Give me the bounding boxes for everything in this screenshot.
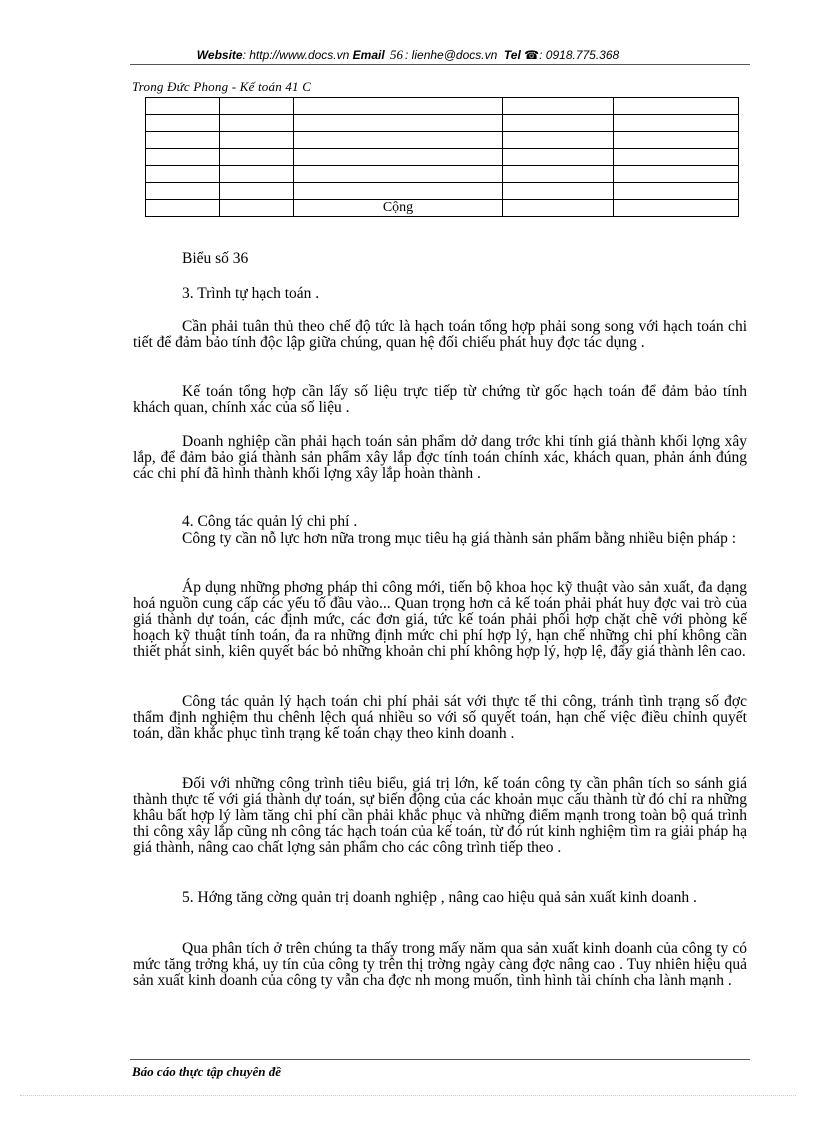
- table-cell: [294, 166, 503, 183]
- paragraph-5: Áp dụng những phơng pháp thi công mới, tiến bộ khoa học kỹ thuật vào sản xuất, đa dạng hoá nguồn cung cấp các yếu tố đầu vào... Quan trọng hơn cả kế toán phải phát huy đợc vai trò của giá thành dự toán, các định mức, các đơn giá, tức kế toán phải phối hợp chặt chẽ với phòng kế hoạch kỹ thuật tính toán, đa ra những định mức chi phí hợp lý, hạn chế những chi phí không cần thiết phát sinh, kiên quyết bác bỏ những khoản chi phí không hợp lý, hợp lệ, đẩy giá thành lên cao.: [133, 579, 747, 660]
- phone-icon: ☎: [524, 48, 540, 62]
- table-cell: [294, 132, 503, 149]
- section-4-heading: 4. Công tác quản lý chi phí .: [182, 513, 358, 530]
- table-cell: [294, 115, 503, 132]
- table-cell: [294, 98, 503, 115]
- table-cell: [614, 183, 739, 200]
- paragraph-6: Công tác quản lý hạch toán chi phí phải sát với thực tế thi công, tránh tình trạng số đợc thẩm định nghiệm thu chênh lệch quá nhiều so với số quyết toán, hạn chế việc điều chỉnh quyết toán, dần khắc phục tình trạng kế toán chạy theo kinh doanh .: [133, 693, 747, 742]
- header-rule: [130, 64, 750, 65]
- site-header: [0, 47, 816, 63]
- table-cell: [614, 200, 739, 217]
- table-cell: [146, 115, 220, 132]
- table-row: [146, 115, 739, 132]
- table-cell: [146, 166, 220, 183]
- tel-value: : 0918.775.368: [539, 48, 620, 62]
- table-cell: [614, 132, 739, 149]
- table-cell: [614, 115, 739, 132]
- table-row: [146, 98, 739, 115]
- section-5-heading: 5. Hớng tăng cờng quản trị doanh nghiệp , nâng cao hiệu quả sản xuất kinh doanh .: [182, 889, 697, 906]
- paragraph-1: Cần phải tuân thủ theo chế độ tức là hạch toán tổng hợp phải song song với hạch toán chi tiết để đảm bảo tính độc lập giữa chúng, quan hệ đối chiếu phát huy đợc tác dụng .: [133, 318, 747, 351]
- ledger-table-body: [146, 98, 739, 217]
- page-number: 56: [390, 47, 404, 62]
- table-cell: [614, 98, 739, 115]
- page-break-line: [20, 1095, 796, 1096]
- email-label: Email: [352, 48, 385, 62]
- ledger-table: [145, 97, 739, 217]
- table-cell: [503, 115, 614, 132]
- table-cell: [146, 98, 220, 115]
- table-row: [146, 132, 739, 149]
- table-cell: [220, 166, 294, 183]
- table-cell: [294, 149, 503, 166]
- table-row: [146, 166, 739, 183]
- table-row: [146, 200, 739, 217]
- section-3-heading: 3. Trình tự hạch toán .: [182, 285, 320, 302]
- paragraph-2: Kế toán tổng hợp cần lấy số liệu trực tiếp từ chứng từ gốc hạch toán để đảm bảo tính khách quan, chính xác của số liệu .: [133, 383, 747, 416]
- table-cell: [503, 149, 614, 166]
- table-cell: Cộng: [294, 200, 503, 217]
- table-cell: [503, 132, 614, 149]
- email-value[interactable]: : lienhe@docs.vn: [405, 48, 498, 62]
- author-line: Trong Đức Phong - Kế toán 41 C: [132, 79, 312, 94]
- table-cell: [220, 200, 294, 217]
- website-label: Website: [196, 48, 243, 62]
- table-cell: [503, 166, 614, 183]
- table-cell: [503, 183, 614, 200]
- table-cell: [294, 183, 503, 200]
- footer-title: Báo cáo thực tập chuyên đề: [132, 1064, 281, 1079]
- tel-label: Tel: [503, 48, 521, 62]
- table-caption: Biểu số 36: [182, 250, 249, 267]
- table-row: [146, 149, 739, 166]
- table-cell: [220, 149, 294, 166]
- website-url[interactable]: : http://www.docs.vn: [242, 48, 350, 62]
- paragraph-8: Qua phân tích ở trên chúng ta thấy trong mấy năm qua sản xuất kinh doanh của công ty có mức tăng trởng khá, uy tín của công ty trên thị trờng ngày càng đợc nâng cao . Tuy nhiên hiệu quả sản xuất kinh doanh của công ty vẫn cha đợc nh mong muốn, tình hình tài chính cha lành mạnh .: [133, 940, 747, 989]
- table-cell: [614, 166, 739, 183]
- table-row: [146, 183, 739, 200]
- table-cell: [146, 183, 220, 200]
- table-cell: [220, 98, 294, 115]
- table-cell: [146, 132, 220, 149]
- table-cell: [146, 149, 220, 166]
- table-cell: [614, 149, 739, 166]
- table-cell: [146, 200, 220, 217]
- table-cell: [503, 200, 614, 217]
- table-cell: [503, 98, 614, 115]
- paragraph-3: Doanh nghiệp cần phải hạch toán sản phẩm dở dang trớc khi tính giá thành khối lợng xây lắp, để đảm bảo giá thành sản phẩm xây lắp đợc tính toán chính xác, khách quan, phản ánh đúng các chi phí đã hình thành khối lợng xây lắp hoàn thành .: [133, 433, 747, 482]
- table-cell: [220, 183, 294, 200]
- footer-rule: [130, 1059, 750, 1060]
- table-cell: [220, 115, 294, 132]
- paragraph-4: Công ty cần nỗ lực hơn nữa trong mục tiêu hạ giá thành sản phẩm bằng nhiều biện pháp :: [182, 530, 737, 547]
- table-cell: [220, 132, 294, 149]
- paragraph-7: Đối với những công trình tiêu biểu, giá trị lớn, kế toán công ty cần phân tích so sánh giá thành thực tế với giá thành dự toán, sự biến động của các khoản mục cấu thành từ đó chỉ ra những khâu bất hợp lý làm tăng chi phí cần phải khắc phục và những điểm mạnh trong toàn bộ quá trình thi công xây lắp cũng nh công tác hạch toán của kế toán, từ đó rút kinh nghiệm tìm ra giải pháp hạ giá thành, nâng cao chất lợng sản phẩm cho các công trình tiếp theo .: [133, 775, 747, 856]
